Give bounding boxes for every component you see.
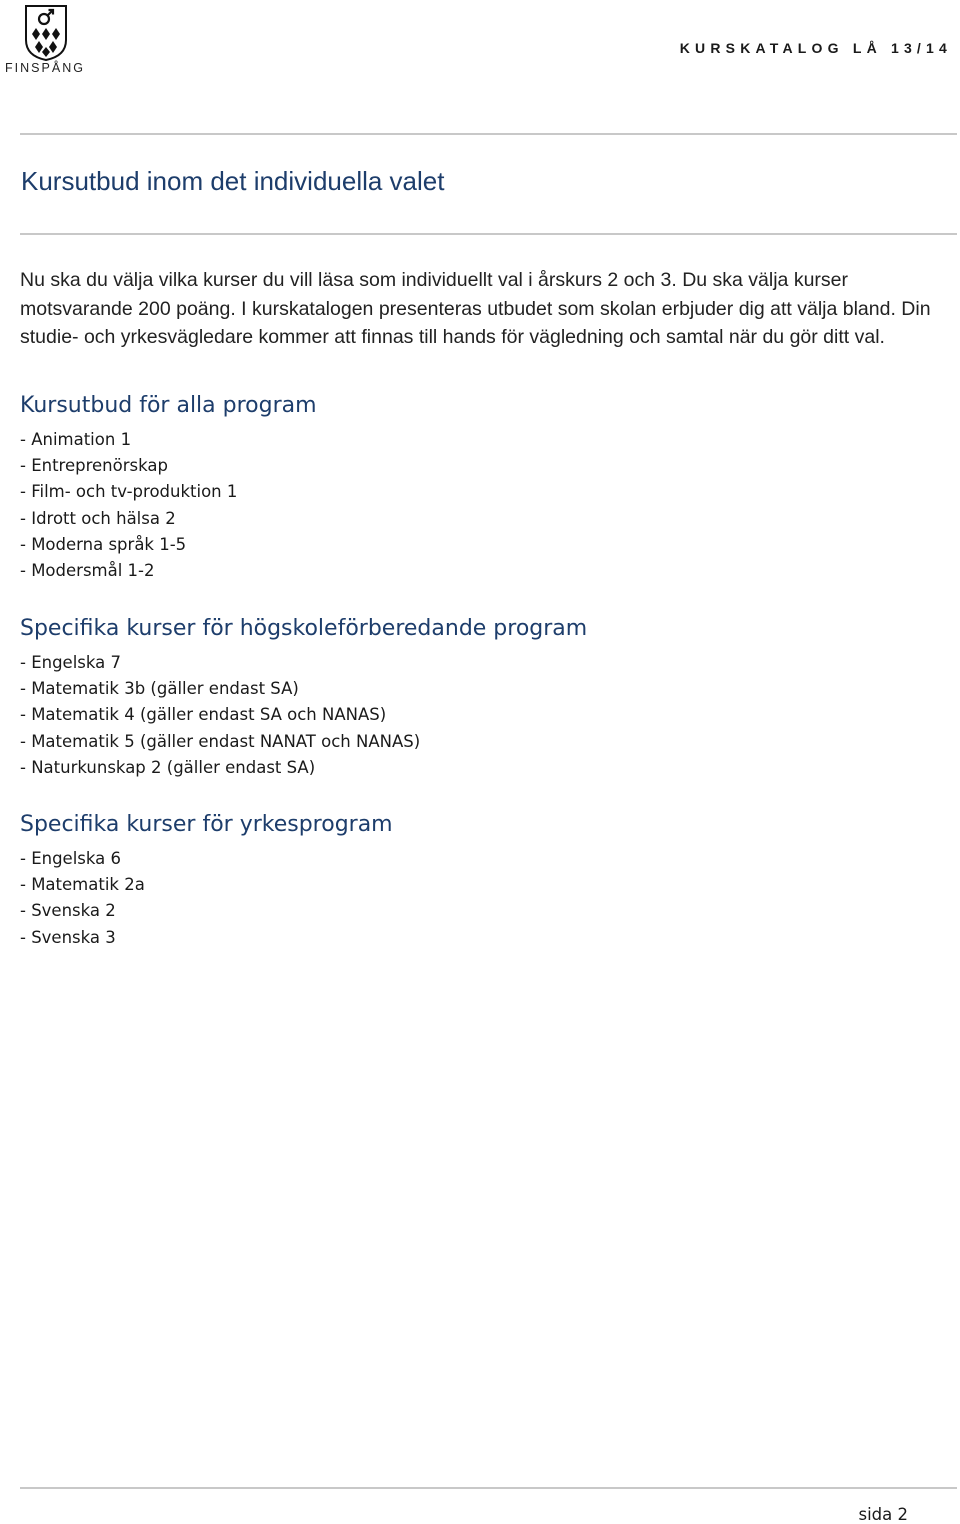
logo-wordmark: FINSPÅNG <box>5 61 85 75</box>
list-item: - Matematik 4 (gäller endast SA och NANAS) <box>20 705 387 725</box>
course-list <box>20 427 940 584</box>
section-vocational-programs <box>20 810 940 951</box>
page-number: sida 2 <box>858 1505 908 1524</box>
list-item: - Matematik 2a <box>20 875 145 895</box>
section-higher-education-programs <box>20 614 940 781</box>
section-heading: Specifika kurser för högskoleförberedande program <box>20 616 588 641</box>
footer-divider <box>20 1487 957 1489</box>
list-item: - Engelska 7 <box>20 653 122 672</box>
list-item: - Matematik 5 (gäller endast NANAT och NANAS) <box>20 731 421 751</box>
page-title: Kursutbud inom det individuella valet <box>21 166 445 196</box>
list-item: - Naturkunskap 2 (gäller endast SA) <box>20 757 316 777</box>
list-item: - Svenska 2 <box>20 901 116 921</box>
list-item: - Animation 1 <box>20 430 132 449</box>
catalog-header-title: KURSKATALOG LÅ 13/14 <box>679 40 952 56</box>
list-item: - Film- och tv-produktion 1 <box>20 482 238 502</box>
section-heading: Kursutbud för alla program <box>20 393 317 418</box>
list-item: - Svenska 3 <box>20 927 116 947</box>
intro-paragraph: Nu ska du välja vilka kurser du vill läsa som individuellt val i årskurs 2 och 3. Du ska välja kurser motsvarande 200 poäng. I kurskatalogen presenteras utbudet som skolan erbjuder dig att välja bland. Din studie- och yrkesvägledare kommer att finnas till hands för vägledning och samtal när du gör ditt val. <box>20 269 931 348</box>
list-item: - Matematik 3b (gäller endast SA) <box>20 679 299 699</box>
list-item: - Idrott och hälsa 2 <box>20 508 176 528</box>
list-item: - Moderna språk 1-5 <box>20 534 187 554</box>
title-divider <box>20 233 957 235</box>
coat-of-arms-icon <box>2 2 88 62</box>
top-divider <box>20 133 957 135</box>
course-list <box>20 650 940 781</box>
section-all-programs <box>20 391 940 584</box>
list-item: - Entreprenörskap <box>20 456 168 476</box>
list-item: - Modersmål 1-2 <box>20 561 155 581</box>
section-heading: Specifika kurser för yrkesprogram <box>20 812 393 837</box>
list-item: - Engelska 6 <box>20 849 122 868</box>
course-list <box>20 846 940 951</box>
